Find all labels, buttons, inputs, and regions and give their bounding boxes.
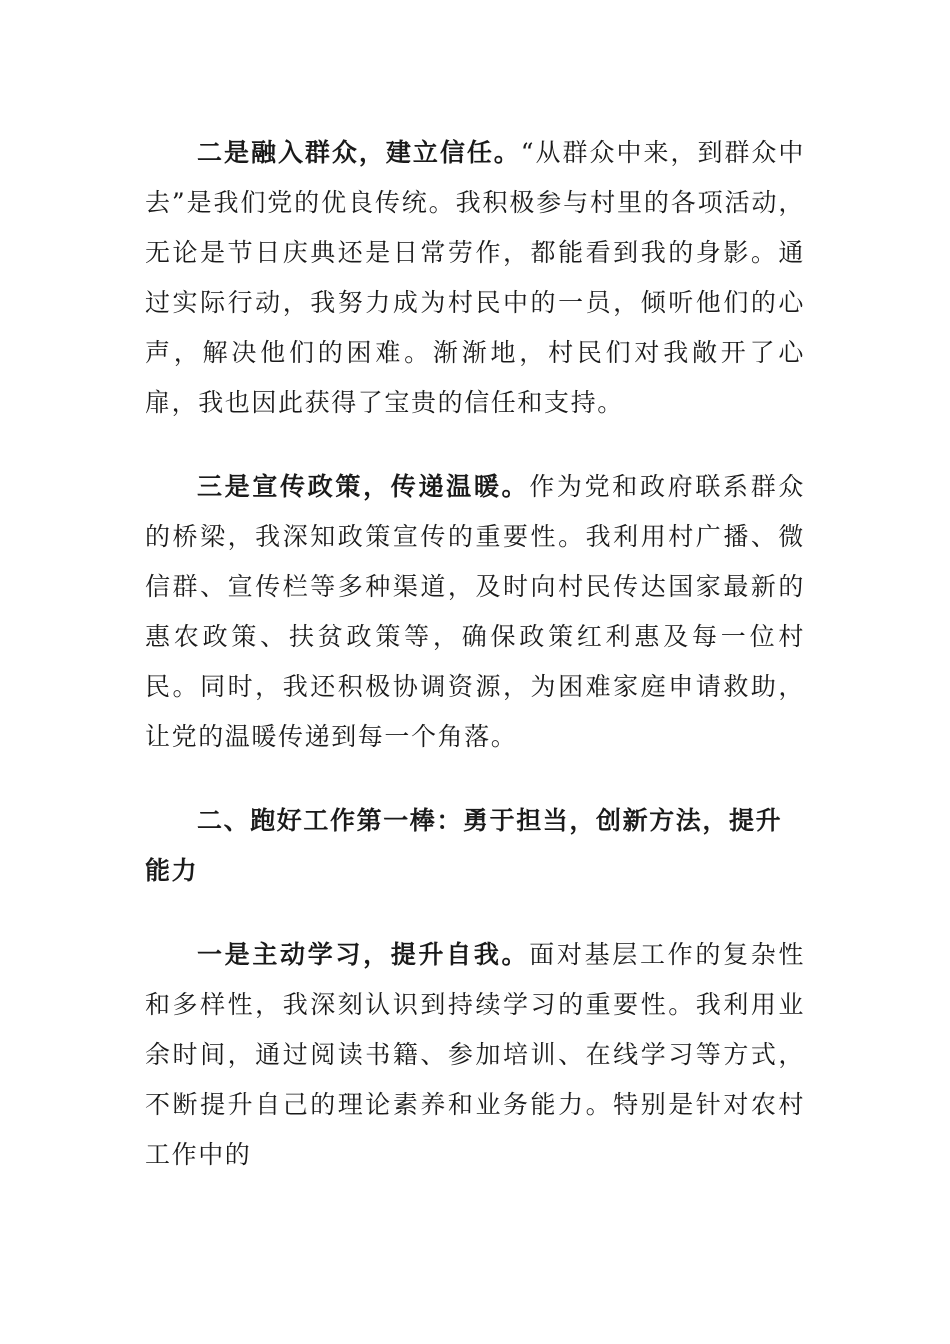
paragraph-lead: 二是融入群众，建立信任。 — [197, 138, 521, 167]
paragraph-body: “从群众中来，到群众中去”是我们党的优良传统。我积极参与村里的各项活动，无论是节日庆典还是日常劳作，都能看到我的身影。通过实际行动，我努力成为村民中的一员，倾听他们的心声，解决他们的困难。渐渐地，村民们对我敞开了心扉，我也因此获得了宝贵的信任和支持。 — [145, 138, 805, 417]
paragraph-body: 面对基层工作的复杂性和多样性，我深刻认识到持续学习的重要性。我利用业余时间，通过阅读书籍、参加培训、在线学习等方式，不断提升自己的理论素养和业务能力。特别是针对农村工作中的 — [145, 940, 805, 1169]
paragraph-promote-policy — [145, 462, 805, 762]
document-page — [145, 128, 805, 1214]
paragraph-build-trust — [145, 128, 805, 428]
paragraph-lead: 三是宣传政策，传递温暖。 — [197, 472, 530, 501]
paragraph-lead: 一是主动学习，提升自我。 — [197, 940, 530, 969]
section-heading-text: 二、跑好工作第一棒：勇于担当，创新方法，提升能力 — [145, 806, 783, 885]
paragraph-active-learning — [145, 930, 805, 1180]
paragraph-body: 作为党和政府联系群众的桥梁，我深知政策宣传的重要性。我利用村广播、微信群、宣传栏等多种渠道，及时向村民传达国家最新的惠农政策、扶贫政策等，确保政策红利惠及每一位村民。同时，我还积极协调资源，为困难家庭申请救助，让党的温暖传递到每一个角落。 — [145, 472, 805, 751]
section-heading — [145, 796, 805, 896]
